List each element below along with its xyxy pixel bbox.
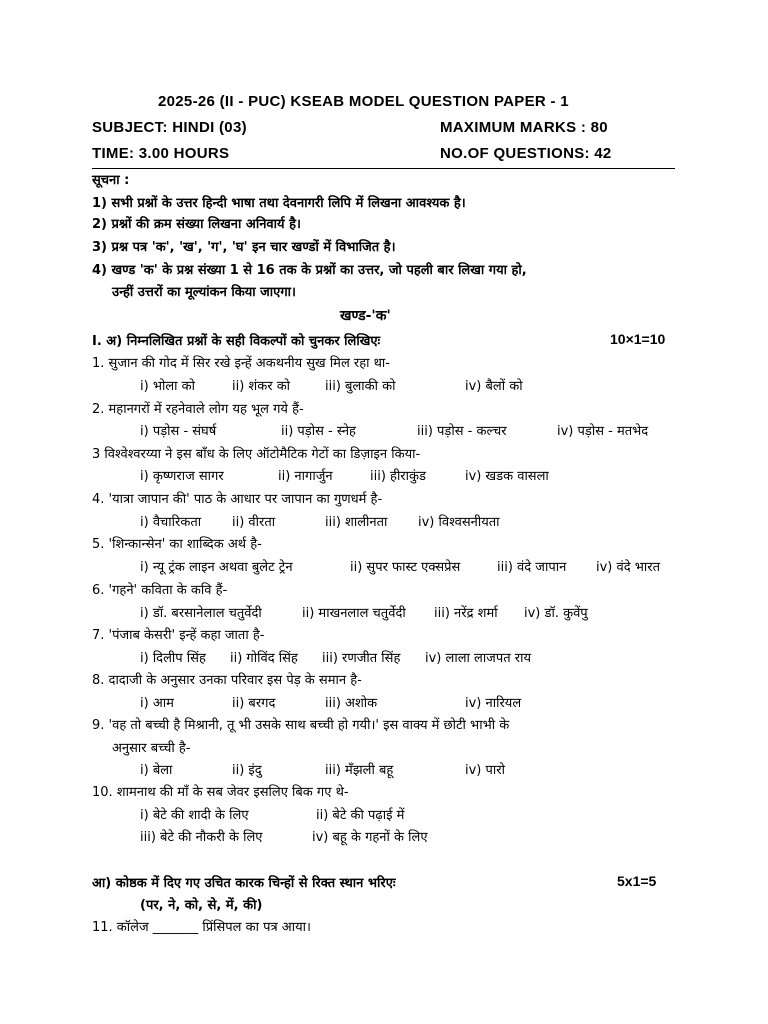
question-5: 5. 'शिन्कान्सेन' का शाब्दिक अर्थ है- [92, 537, 262, 552]
question-9: 9. 'वह तो बच्ची है मिश्रानी, तू भी उसके साथ बच्ची हो गयी।' इस वाक्य में छोटी भाभी के [92, 718, 510, 733]
q8-option-3: iii) अशोक [325, 696, 378, 711]
q6-option-3: iii) नरेंद्र शर्मा [434, 606, 498, 621]
q10-option-4: iv) बहू के गहनों के लिए [312, 830, 428, 845]
instruction-4: 4) खण्ड 'क' के प्रश्न संख्या 1 से 16 तक के प्रश्नों का उत्तर, जो पहली बार लिखा गया हो, [92, 263, 527, 278]
question-3: 3 विश्वेश्वरय्या ने इस बाँध के लिए ऑटोमैटिक गेटों का डिज़ाइन किया- [92, 447, 421, 462]
q1-option-1: i) भोला को [140, 379, 195, 394]
q1-option-4: iv) बैलों को [465, 379, 523, 394]
q4-option-1: i) वैचारिकता [140, 515, 202, 530]
question-10: 10. शामनाथ की माँ के सब जेवर इसलिए बिक गए थे- [92, 785, 349, 800]
q1-option-2: ii) शंकर को [232, 379, 291, 394]
q2-option-4: iv) पड़ोस - मतभेद [557, 424, 649, 439]
instruction-3: 3) प्रश्न पत्र 'क', 'ख', 'ग', 'घ' इन चार खण्डों में विभाजित है। [92, 240, 396, 255]
q3-option-1: i) कृष्णराज सागर [140, 469, 224, 484]
q9-option-1: i) बेला [140, 763, 173, 778]
header-divider [92, 168, 675, 169]
q10-option-2: ii) बेटे की पढ़ाई में [316, 808, 405, 823]
section-title: खण्ड-'क' [340, 308, 391, 324]
q1-option-3: iii) बुलाकी को [325, 379, 396, 394]
q7-option-4: iv) लाला लाजपत राय [425, 651, 531, 666]
question-7: 7. 'पंजाब केसरी' इन्हें कहा जाता है- [92, 628, 265, 643]
question-11: 11. कॉलेज _______ प्रिंसिपल का पत्र आया। [92, 920, 311, 935]
subject-label: SUBJECT: HINDI (03) [92, 119, 247, 136]
q10-option-1: i) बेटे की शादी के लिए [140, 808, 249, 823]
q9-option-3: iii) मँझली बहू [325, 763, 394, 778]
q6-option-1: i) डॉ. बरसानेलाल चतुर्वेदी [140, 606, 262, 621]
instruction-2: 2) प्रश्नों की क्रम संख्या लिखना अनिवार्य है। [92, 217, 301, 232]
part-b-choices: (पर, ने, को, से, में, की) [140, 898, 263, 913]
part-a-heading: I. अ) निम्नलिखित प्रश्नों के सही विकल्पों को चुनकर लिखिएः [92, 334, 381, 349]
part-b-heading: आ) कोष्ठक में दिए गए उचित कारक चिन्हों से रिक्त स्थान भरिएः [92, 876, 396, 891]
q8-option-1: i) आम [140, 696, 174, 711]
q5-option-1: i) न्यू ट्रंक लाइन अथवा बुलेट ट्रेन [140, 560, 293, 575]
question-1: 1. सुजान की गोद में सिर रखे इन्हें अकथनीय सुख मिल रहा था- [92, 356, 390, 371]
q2-option-2: ii) पड़ोस - स्नेह [281, 424, 356, 439]
question-6: 6. 'गहने' कविता के कवि हैं- [92, 583, 228, 598]
q7-option-3: iii) रणजीत सिंह [322, 651, 401, 666]
question-2: 2. महानगरों में रहनेवाले लोग यह भूल गये हैं- [92, 402, 304, 417]
q3-option-2: ii) नागार्जुन [278, 469, 333, 484]
q5-option-4: iv) वंदे भारत [596, 560, 661, 575]
instruction-4-cont: उन्हीं उत्तरों का मूल्यांकन किया जाएगा। [112, 285, 296, 300]
question-4: 4. 'यात्रा जापान की' पाठ के आधार पर जापान का गुणधर्म है- [92, 492, 383, 507]
q3-option-4: iv) खडक वासला [465, 469, 549, 484]
questions-count-label: NO.OF QUESTIONS: 42 [440, 145, 612, 162]
q2-option-1: i) पड़ोस - संघर्ष [140, 424, 217, 439]
paper-title: 2025-26 (II - PUC) KSEAB MODEL QUESTION PAPER - 1 [158, 93, 569, 110]
q8-option-4: iv) नारियल [465, 696, 522, 711]
part-a-marks: 10×1=10 [610, 331, 666, 347]
q6-option-2: ii) माखनलाल चतुर्वेदी [302, 606, 406, 621]
q4-option-2: ii) वीरता [232, 515, 276, 530]
q8-option-2: ii) बरगद [232, 696, 276, 711]
q2-option-3: iii) पड़ोस - कल्चर [417, 424, 507, 439]
q3-option-3: iii) हीराकुंड [370, 469, 426, 484]
q10-option-3: iii) बेटे की नौकरी के लिए [140, 830, 263, 845]
q9-option-4: iv) पारो [465, 763, 505, 778]
instructions-heading: सूचना : [92, 173, 130, 188]
part-b-marks: 5x1=5 [617, 873, 657, 889]
instruction-1: 1) सभी प्रश्नों के उत्तर हिन्दी भाषा तथा देवनागरी लिपि में लिखना आवश्यक है। [92, 196, 466, 211]
q6-option-4: iv) डॉ. कुवेंपु [524, 606, 588, 621]
q5-option-3: iii) वंदे जापान [497, 560, 567, 575]
question-8: 8. दादाजी के अनुसार उनका परिवार इस पेड़ के समान है- [92, 673, 362, 688]
max-marks-label: MAXIMUM MARKS : 80 [440, 119, 608, 136]
time-label: TIME: 3.00 HOURS [92, 145, 230, 162]
q9-option-2: ii) इंदु [232, 763, 262, 778]
q4-option-4: iv) विश्वसनीयता [418, 515, 500, 530]
q4-option-3: iii) शालीनता [325, 515, 388, 530]
question-9-cont: अनुसार बच्ची है- [112, 741, 191, 756]
q7-option-1: i) दिलीप सिंह [140, 651, 206, 666]
q7-option-2: ii) गोविंद सिंह [230, 651, 298, 666]
q5-option-2: ii) सुपर फास्ट एक्सप्रेस [350, 560, 461, 575]
